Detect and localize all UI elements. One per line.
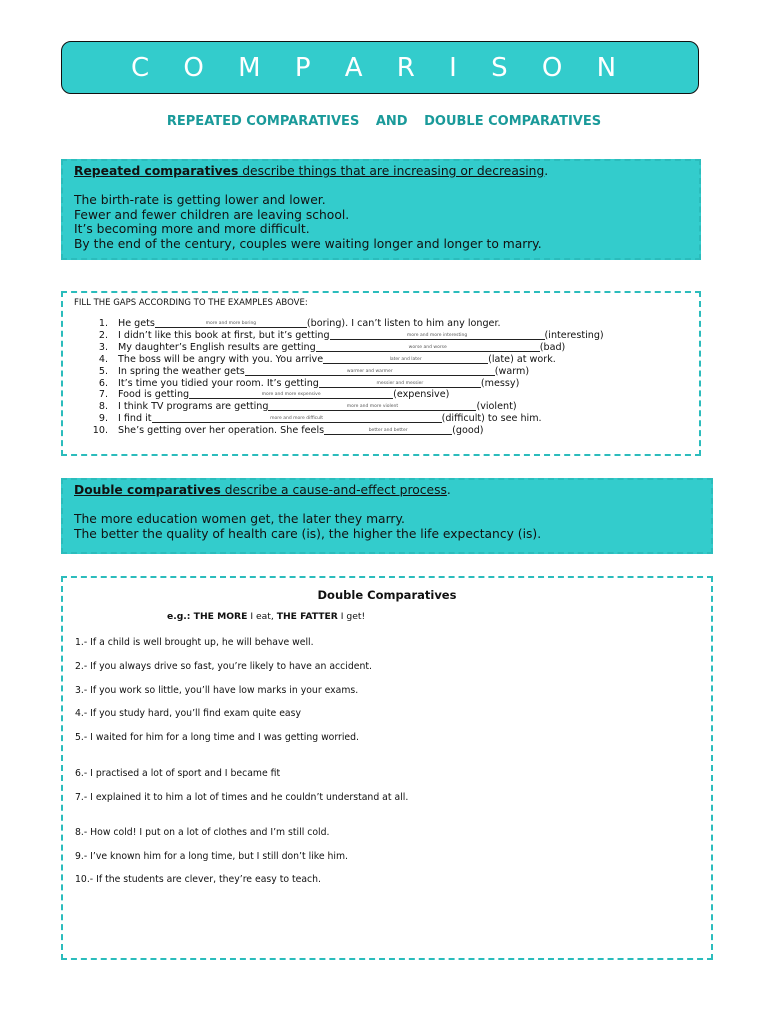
- exercise-item: 4.- If you study hard, you’ll find exam quite easy: [75, 708, 301, 719]
- answer-text: more and more expensive: [261, 392, 321, 398]
- exercise-item: 9.- I’ve known him for a long time, but I still don’t like him.: [75, 851, 348, 862]
- item-text: My daughter’s English results are getting: [118, 341, 316, 353]
- item-text: Food is getting: [118, 389, 190, 401]
- item-text: (late) at work.: [488, 353, 556, 365]
- item-text: I think TV programs are getting: [118, 401, 269, 413]
- repeated-example: It’s becoming more and more difficult.: [74, 222, 310, 237]
- repeated-example: By the end of the century, couples were waiting longer and longer to marry.: [74, 237, 542, 252]
- item-number: 1.: [98, 318, 108, 329]
- repeated-period: .: [544, 164, 549, 178]
- answer-text: messier and messier: [376, 380, 424, 386]
- item-text: I didn’t like this book at first, but it’s getting: [118, 329, 330, 341]
- double-example: The better the quality of health care (is), the higher the life expectancy (is).: [74, 527, 542, 541]
- fill-item: [74, 366, 688, 378]
- subtitle-part2: DOUBLE COMPARATIVES: [424, 114, 602, 129]
- answer-text: more and more difficult: [270, 416, 324, 422]
- item-text: (boring). I can’t listen to him any longer.: [306, 318, 501, 329]
- fill-item: [74, 413, 688, 425]
- item-text: (expensive): [393, 389, 450, 401]
- item-number: 4.: [98, 353, 108, 365]
- double-period: .: [446, 483, 451, 497]
- title-banner: [61, 41, 699, 94]
- item-number: 10.: [92, 425, 108, 437]
- item-text: (interesting): [544, 329, 604, 341]
- fill-item: [74, 389, 688, 401]
- subtitle-part1: REPEATED COMPARATIVES: [166, 114, 360, 129]
- repeated-term: Repeated comparatives: [74, 164, 239, 178]
- exercise-item: 6.- I practised a lot of sport and I became fit: [75, 768, 281, 779]
- exercise-item: 1.- If a child is well brought up, he will behave well.: [75, 637, 314, 648]
- item-number: 7.: [98, 389, 108, 401]
- answer-text: better and better: [368, 428, 408, 434]
- answer-text: worse and worse: [408, 344, 447, 350]
- fill-item: [74, 425, 688, 437]
- answer-text: more and more violent: [346, 404, 399, 410]
- answer-blank[interactable]: [189, 389, 393, 399]
- fill-list: [74, 318, 688, 437]
- eg-text: I get!: [337, 611, 366, 622]
- fill-item: [74, 330, 688, 342]
- subtitle: [0, 114, 768, 129]
- answer-text: warmer and warmer: [346, 368, 393, 374]
- answer-blank[interactable]: [155, 318, 307, 328]
- item-text: In spring the weather gets: [118, 365, 245, 377]
- example-sentence: [167, 611, 699, 622]
- item-number: 5.: [98, 365, 108, 377]
- item-number: 2.: [98, 329, 108, 341]
- repeated-desc: describe things that are increasing or decreasing: [238, 164, 545, 178]
- exercise-item: 3.- If you work so little, you’ll have low marks in your exams.: [75, 685, 359, 696]
- item-text: He gets: [118, 318, 155, 329]
- item-number: 9.: [98, 413, 108, 425]
- answer-text: more and more interesting: [406, 332, 468, 338]
- answer-blank[interactable]: [268, 401, 476, 411]
- double-example: The more education women get, the later they marry.: [74, 512, 405, 526]
- exercise-item: 10.- If the students are clever, they’re easy to teach.: [75, 874, 322, 885]
- double-comparatives-box: [61, 478, 713, 554]
- item-text: She’s getting over her operation. She feels: [118, 425, 325, 437]
- repeated-example: The birth-rate is getting lower and lower.: [74, 192, 326, 207]
- eg-text: I eat,: [247, 611, 277, 622]
- exercise-title: Double Comparatives: [317, 588, 457, 602]
- answer-blank[interactable]: [316, 342, 540, 352]
- fill-item: [74, 342, 688, 354]
- exercise-item: 2.- If you always drive so fast, you’re likely to have an accident.: [75, 661, 372, 672]
- answer-blank[interactable]: [152, 413, 442, 423]
- eg-bold: THE FATTER: [276, 611, 338, 622]
- item-number: 8.: [98, 401, 108, 413]
- double-desc: describe a cause-and-effect process: [220, 483, 447, 497]
- exercise-item: 7.- I explained it to him a lot of times and he couldn’t understand at all.: [75, 792, 409, 803]
- item-text: (messy): [480, 377, 520, 389]
- answer-text: more and more boring: [205, 321, 257, 326]
- answer-blank[interactable]: [245, 366, 495, 376]
- double-term: Double comparatives: [74, 483, 221, 497]
- page-title: C O M P A R I S O N: [130, 52, 630, 83]
- eg-prefix: e.g.:: [167, 611, 194, 622]
- item-text: I find it: [118, 413, 152, 425]
- item-text: (violent): [476, 401, 517, 413]
- item-text: (bad): [539, 341, 566, 353]
- item-text: It’s time you tidied your room. It’s getting: [118, 377, 319, 389]
- exercise-item: 8.- How cold! I put on a lot of clothes and I’m still cold.: [75, 827, 330, 838]
- answer-text: later and later: [389, 356, 422, 362]
- fill-item: [74, 354, 688, 366]
- eg-bold: THE MORE: [193, 611, 248, 622]
- item-text: (warm): [494, 365, 530, 377]
- fill-heading: FILL THE GAPS ACCORDING TO THE EXAMPLES ABOVE:: [74, 298, 308, 308]
- item-text: (difficult) to see him.: [441, 413, 542, 425]
- item-number: 3.: [98, 341, 108, 353]
- answer-blank[interactable]: [330, 330, 545, 340]
- repeated-example: Fewer and fewer children are leaving school.: [74, 207, 350, 222]
- item-text: (good): [452, 425, 484, 437]
- fill-item: [74, 318, 688, 330]
- answer-blank[interactable]: [319, 378, 481, 388]
- repeated-comparatives-box: [61, 159, 701, 260]
- fill-item: [74, 378, 688, 390]
- subtitle-and: AND: [375, 114, 408, 129]
- double-exercise-box: [61, 576, 713, 960]
- item-text: The boss will be angry with you. You arrive: [118, 353, 324, 365]
- fill-gaps-box: [61, 291, 701, 456]
- fill-item: [74, 401, 688, 413]
- answer-blank[interactable]: [324, 425, 452, 435]
- answer-blank[interactable]: [323, 354, 488, 364]
- repeated-definition: [74, 164, 688, 179]
- exercise-item: 5.- I waited for him for a long time and I was getting worried.: [75, 732, 359, 743]
- item-number: 6.: [98, 377, 108, 389]
- double-definition: [74, 483, 700, 498]
